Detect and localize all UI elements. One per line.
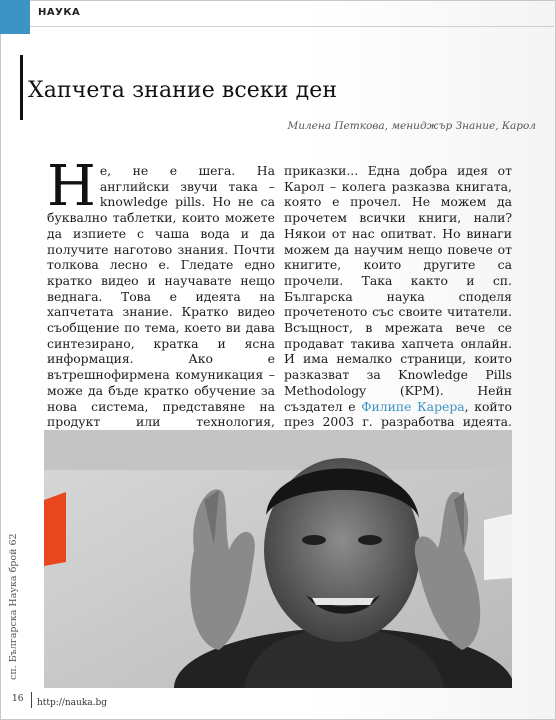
- drop-cap: Н: [47, 154, 96, 219]
- footer-url-link[interactable]: http://nauka.bg: [37, 698, 108, 708]
- man-portrait-photo: [44, 430, 512, 688]
- footer-divider: [31, 692, 32, 708]
- left-column-text: е, не е шега. На английски звучи така – knowledge pills. Но не са буквално таблетки, които можете да изпиете с чаша вода и да получите наготово знания. Почти толкова лесно е. Гледате едно кратко видео и научавате нещо веднага. Това е идеята на хапчетата знание. Кратко видео съобщение по тема, което ви дава синтезирано, кратка и ясна информация. Ако е вътрешнофирмена комуникация – може да бъде кратко обучение за нова система, представяне на продукт или технология,: [47, 163, 275, 430]
- orange-shape-left: [44, 492, 66, 566]
- page-number: 16: [12, 694, 24, 704]
- article-title: Хапчета знание всеки ден: [28, 78, 338, 103]
- right-column-text-end: , който през 2003 г. разработва идеята.: [284, 398, 513, 430]
- white-shape-right: [484, 514, 512, 580]
- article-photo: [44, 430, 512, 688]
- section-label: НАУКА: [38, 7, 81, 18]
- issue-caption: сп. Българска Наука брой 62: [8, 533, 19, 680]
- article-author: Милена Петкова, мениджър Знание, Карол: [287, 120, 536, 132]
- title-accent-bar: [20, 55, 23, 120]
- section-tab: [0, 0, 30, 34]
- person-link[interactable]: Филипе Карера: [361, 398, 465, 414]
- right-column-text-start: приказки... Една добра идея от Карол – колега разказва книгата, която е прочел. Не можем да прочетем всички книги, нали? Някои от нас опитват. Но винаги можем да научим нещо повече от книгите, които другите са прочели. Така както и сп. Българска наука споделя прочетеното със своите читатели. Всъщност, в мрежата вече се продават такива хапчета онлайн. И има немалко страници, които разказват за Knowledge Pills Methodology (KPM). Нейн създател е: [284, 163, 512, 414]
- header-divider: [30, 26, 554, 27]
